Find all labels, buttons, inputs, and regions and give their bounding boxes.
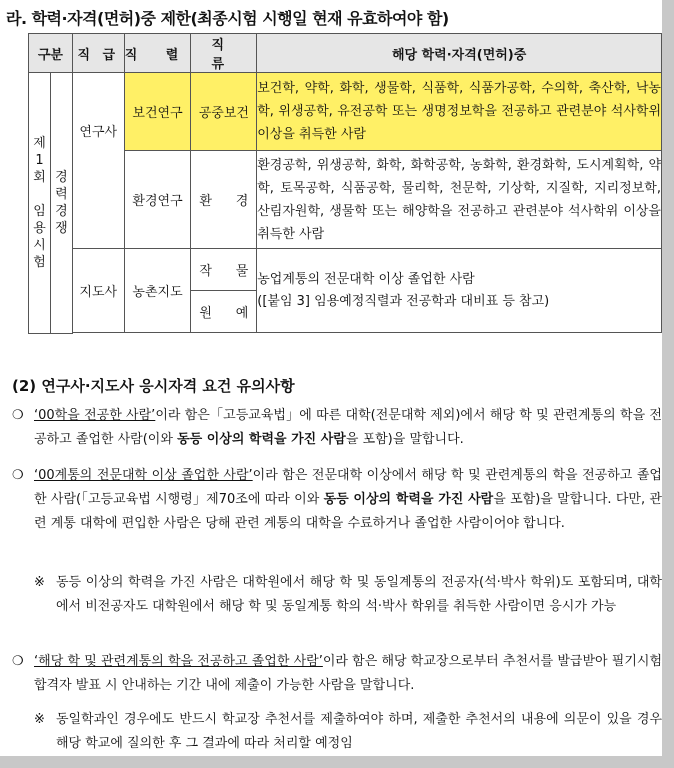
header-series: 직 렬: [124, 34, 191, 73]
qualification-health: 보건학, 약학, 화학, 생물학, 식품학, 식품가공학, 수의학, 축산학, 낙농학, 위생공학, 유전공학 또는 생명정보학을 전공하고 관련분야 석사학위 이상을 취득한 사람: [257, 73, 662, 151]
header-qualification: 해당 학력·자격(면허)중: [257, 34, 662, 73]
list-item: [12, 650, 662, 698]
item-text: 이라 함은「고등교육법」에 따른 대학(전문대학 제외)에서 해당 학 및 관련계통의 학을 전공하고 졸업한 사람(이와: [34, 408, 662, 447]
qualification-rural: [257, 249, 662, 333]
item-term: ‘00학을 전공한 사람’: [34, 408, 156, 423]
section-heading: (2) 연구사·지도사 응시자격 요건 유의사항: [12, 377, 295, 395]
header-category: 구분: [29, 34, 73, 73]
list-item: [12, 464, 662, 536]
kind-horticulture: 원 예: [191, 291, 257, 333]
series-environment: 환경연구: [124, 151, 191, 249]
qualification-table: [28, 33, 662, 334]
series-health: 보건연구: [124, 73, 191, 151]
circle-bullet-icon: ❍: [12, 468, 24, 483]
table-row: [29, 249, 662, 291]
item-text: 이라 함은 해당 학교장으로부터 추천서를 발급받아 필기시험 합격자 발표 시 안내하는 기간 내에 제출이 가능한 사람을 말합니다.: [34, 654, 662, 693]
rank-instructor: 지도사: [72, 249, 124, 333]
series-rural: 농촌지도: [124, 249, 191, 333]
track-cell: [50, 73, 72, 334]
reference-mark-icon: ※: [34, 712, 45, 727]
item-term: ‘해당 학 및 관련계통의 학을 전공하고 졸업한 사람’: [34, 654, 323, 669]
list-item: [12, 404, 662, 452]
qualification-environment: 환경공학, 위생공학, 화학, 화학공학, 농화학, 환경화학, 도시계획학, 약학, 토목공학, 식품공학, 물리학, 천문학, 기상학, 지질학, 지리정보학, 산림자원학, 생물학 또는 해양학을 전공하고 관련분야 석사학위 이상을 취득한 사람: [257, 151, 662, 249]
note-item: [34, 571, 662, 619]
kind-public-health: 공중보건: [191, 73, 257, 151]
item-bold: 동등 이상의 학력을 가진 사람: [323, 492, 494, 507]
item-term: ‘00계통의 전문대학 이상 졸업한 사람’: [34, 468, 253, 483]
exam-cell: [29, 73, 51, 334]
item-bold: 동등 이상의 학력을 가진 사람: [177, 432, 346, 447]
track-label: 경 력 경 쟁: [55, 169, 68, 236]
header-kind: 직 류: [191, 34, 257, 73]
rank-researcher: 연구사: [72, 73, 124, 249]
kind-crop: 작 물: [191, 249, 257, 291]
note-text: 동일학과인 경우에도 반드시 학교장 추천서를 제출하여야 하며, 제출한 추천서의 내용에 의문이 있을 경우 해당 학교에 질의한 후 그 결과에 따라 처리할 예정임: [56, 712, 662, 751]
reference-mark-icon: ※: [34, 575, 45, 590]
circle-bullet-icon: ❍: [12, 408, 24, 423]
table-row: [29, 73, 662, 151]
note-text: 동등 이상의 학력을 가진 사람은 대학원에서 해당 학 및 동일계통의 전공자(석·박사 학위)도 포함되며, 대학에서 비전공자도 대학원에서 해당 학 및 동일계통 학의 석·박사 학위를 취득한 사람이면 응시가 가능: [56, 575, 662, 614]
exam-label: 제 1 회 임 용 시 험: [33, 135, 46, 270]
item-text-end: 을 포함)을 말합니다. 다만, 관련 계통 대학에 편입한 사람은 당해 관련 계통의 대학을 수료하거나 졸업한 사람이어야 합니다.: [34, 492, 662, 531]
note-item: [34, 708, 662, 756]
item-text-end: 을 포함)을 말합니다.: [345, 432, 464, 447]
section-title: 라. 학력·자격(면허)중 제한(최종시험 시행일 현재 유효하여야 함): [6, 9, 449, 28]
header-rank: 직 급: [72, 34, 124, 73]
circle-bullet-icon: ❍: [12, 654, 24, 669]
table-row: [29, 151, 662, 249]
qualification-rural-line2: ([붙임 3] 임용예정직렬과 전공학과 대비표 등 참고): [257, 293, 550, 309]
table-header-row: [29, 34, 662, 73]
qualification-rural-line1: 농업계통의 전문대학 이상 졸업한 사람: [257, 271, 475, 287]
item-text: 이라 함은 전문대학 이상에서 해당 학 및 관련계통의 학을 전공하고 졸업한 사람(「고등교육법 시행령」제70조에 따라 이와: [34, 468, 662, 507]
kind-environment: 환 경: [191, 151, 257, 249]
